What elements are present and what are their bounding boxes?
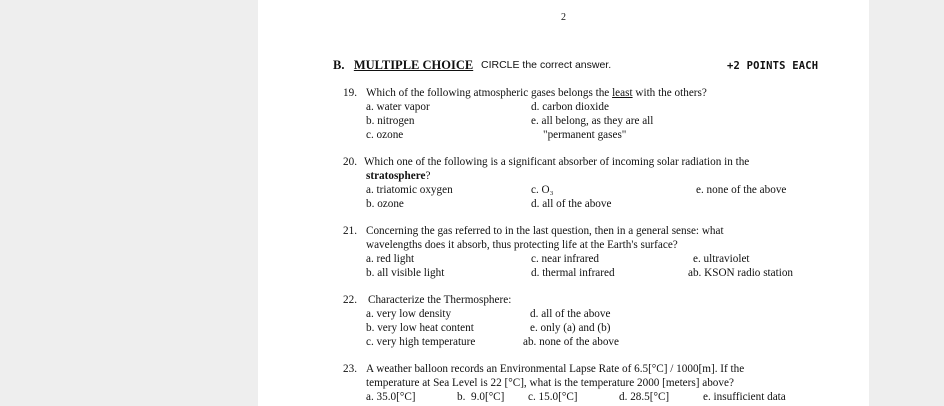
section-heading — [333, 58, 473, 73]
question-text: Which of the following atmospheric gases belongs the least with the others? — [366, 87, 707, 99]
option-e[interactable]: e. only (a) and (b) — [530, 322, 611, 334]
option-e[interactable]: e. none of the above — [696, 184, 787, 196]
option-b[interactable]: b. ozone — [366, 198, 404, 210]
option-b[interactable]: b. very low heat content — [366, 322, 474, 334]
option-a[interactable]: a. water vapor — [366, 101, 430, 113]
option-b[interactable]: b. all visible light — [366, 267, 445, 279]
option-e[interactable]: e. ultraviolet — [693, 253, 750, 265]
option-d[interactable]: d. thermal infrared — [531, 267, 615, 279]
option-c[interactable]: c. near infrared — [531, 253, 600, 265]
option-c[interactable]: c. ozone — [366, 129, 404, 141]
question-text: Which one of the following is a significant absorber of incoming solar radiation in the — [364, 156, 750, 168]
option-b[interactable]: b. 9.0[°C] — [457, 391, 505, 403]
option-b[interactable]: b. nitrogen — [366, 115, 415, 127]
option-d[interactable]: d. all of the above — [530, 308, 611, 320]
points-label: +2 POINTS EACH — [727, 60, 819, 72]
page-number: 2 — [561, 12, 566, 23]
option-d[interactable]: d. 28.5[°C] — [619, 391, 670, 403]
question-number: 20. — [343, 156, 357, 168]
question-text-continued: temperature at Sea Level is 22 [°C], what is the temperature 2000 [meters] above? — [366, 377, 734, 389]
question-number: 23. — [343, 363, 357, 375]
option-ab[interactable]: ab. KSON radio station — [688, 267, 794, 279]
question-number: 21. — [343, 225, 357, 237]
option-e[interactable]: e. insufficient data — [703, 391, 786, 403]
option-c[interactable]: c. 15.0[°C] — [528, 391, 578, 403]
option-a[interactable]: a. triatomic oxygen — [366, 184, 453, 196]
option-a[interactable]: a. 35.0[°C] — [366, 391, 416, 403]
question-text-continued: wavelengths does it absorb, thus protecting life at the Earth's surface? — [366, 239, 678, 251]
option-d[interactable]: d. all of the above — [531, 198, 612, 210]
section-title: MULTIPLE CHOICE — [353, 58, 474, 72]
option-c[interactable]: c. O₃ — [531, 184, 554, 196]
question-text-continued: stratosphere? — [366, 170, 431, 182]
option-a[interactable]: a. red light — [366, 253, 415, 265]
option-d[interactable]: d. carbon dioxide — [531, 101, 609, 113]
option-e[interactable]: e. all belong, as they are all — [531, 115, 654, 127]
question-text: Characterize the Thermosphere: — [368, 294, 512, 306]
document-page — [258, 0, 869, 406]
option-ab[interactable]: ab. none of the above — [523, 336, 619, 348]
question-text: Concerning the gas referred to in the last question, then in a general sense: what — [366, 225, 724, 237]
section-letter: B. — [333, 58, 345, 72]
question-number: 22. — [343, 294, 357, 306]
section-instruction: CIRCLE the correct answer. — [481, 59, 612, 71]
option-a[interactable]: a. very low density — [366, 308, 452, 320]
question-number: 19. — [343, 87, 357, 99]
option-c[interactable]: c. very high temperature — [366, 336, 476, 348]
question-text: A weather balloon records an Environmental Lapse Rate of 6.5[°C] / 1000[m]. If the — [366, 363, 745, 375]
option-e-continued[interactable]: "permanent gases" — [543, 129, 627, 141]
